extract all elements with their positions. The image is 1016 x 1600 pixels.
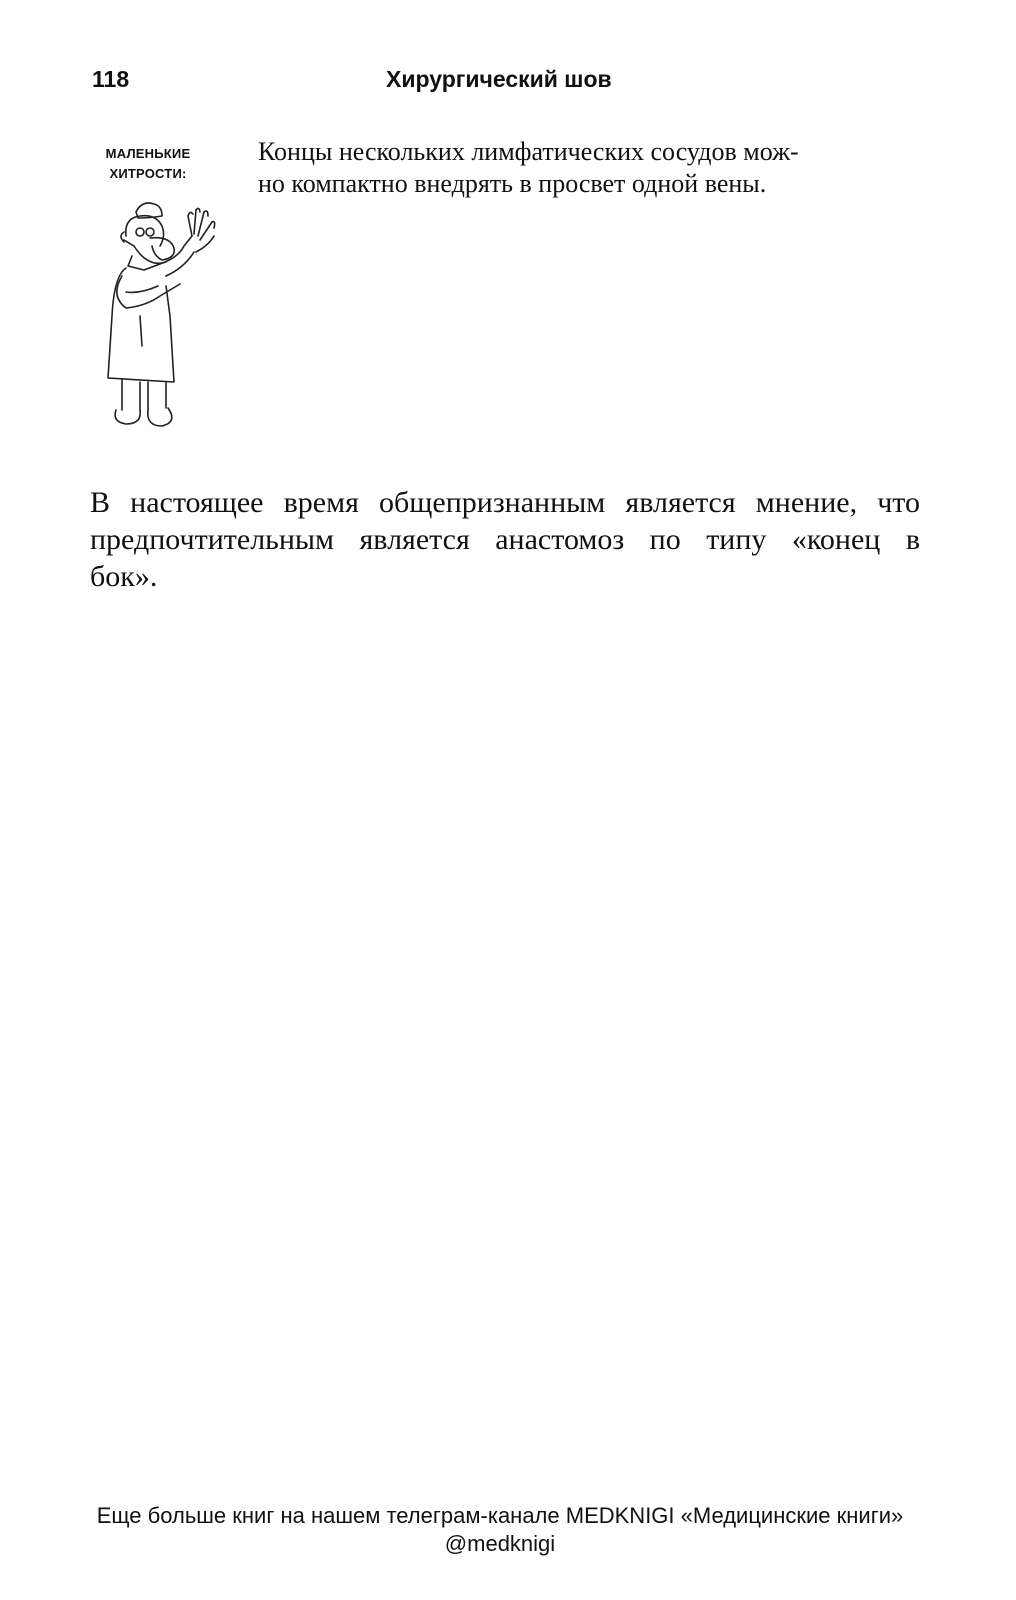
- tip-label: [92, 144, 204, 184]
- tip-text-line: Концы нескольких лимфатических сосудов мож-: [258, 137, 799, 166]
- footer-handle: @medknigi: [444, 1531, 556, 1556]
- footer-promo: [0, 1502, 1000, 1558]
- tip-text: [258, 136, 858, 200]
- paragraph-line: В настоящее время общепризнанным является мнение, что: [90, 486, 920, 519]
- surgeon-cartoon-icon: [96, 196, 236, 434]
- tip-text-line: но компактно внедрять в просвет одной вены.: [258, 169, 767, 198]
- page-number: 118: [92, 66, 130, 92]
- tip-label-line: МАЛЕНЬКИЕ: [105, 146, 191, 161]
- footer-line: Еще больше книг на нашем телеграм-канале MEDKNIGI «Медицинские книги»: [96, 1503, 904, 1528]
- running-title: Хирургический шов: [386, 66, 612, 92]
- main-paragraph: [90, 484, 920, 595]
- paragraph-line: бок».: [90, 560, 158, 593]
- paragraph-line: предпочтительным является анастомоз по типу «конец в: [90, 523, 920, 556]
- tip-label-line: ХИТРОСТИ:: [109, 166, 187, 181]
